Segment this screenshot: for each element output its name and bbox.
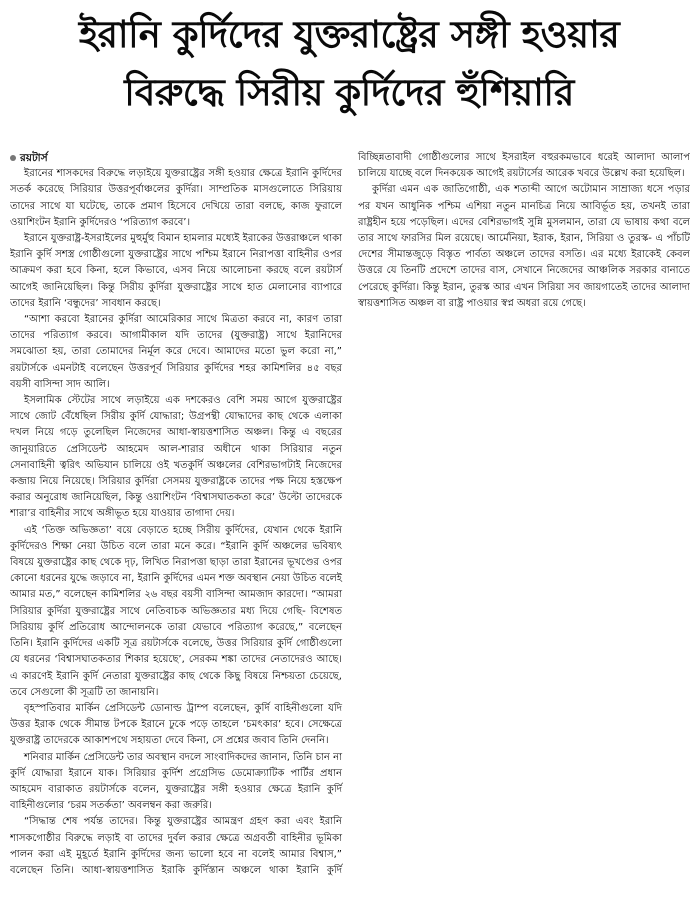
paragraph: “সিদ্ধান্ত শেষ পর্যন্ত তাদের। কিন্তু যুক্তরাষ্ট্রের আমন্ত্রণ গ্রহণ করা এবং ইরানি শাসকগোষ্ঠীর বিরুদ্ধে লড়াই বা তাদের দুর্বল করার ক্ষেত্রে অগ্রবর্তী বাহিনীর ভূমিকা পালন করা এই মুহূর্তে ইরানি কুর্দিদের জন্য ভালো হবে না বলেই আমার বিশ্বাস,” বলেছেন তিনি। আধা-স্বায়ত্তশাসিত ইরাকি কুর্দিস্তান অঞ্চলে থাকা ইরানি কুর্দি বিচ্ছিন্নতাবাদী গোষ্ঠীগুলোর সাথে ইসরাইল বহুরকমভাবে ধরেই আলাদা আলাপ চালিয়ে যাচ্ছে বলে দিনকয়েক আগেই রয়টার্সের আরেক খবরে উল্লেখ করা হয়েছিল। <box>10 152 690 876</box>
paragraph: এই ‘তিক্ত অভিজ্ঞতা’ বয়ে বেড়াতে হচ্ছে সিরীয় কুর্দিদের, যেখান থেকে ইরানি কুর্দিদেরও শিক্ষা নেয়া উচিত বলে তারা মনে করে। “ইরানি কুর্দি অঞ্চলের ভবিষ্যৎ বিষয়ে যুক্তরাষ্ট্রের কাছ থেকে দৃঢ়, লিখিত নিরাপত্তা ছাড়া তারা ইরানের ভূখণ্ডের ওপর কোনো ধরনের যুদ্ধে জড়াবে না, ইরানি কুর্দিদের এমন শক্ত অবস্থান নেয়া উচিত বলেই আমার মত,” বলেছেন কামিশলির ২৬ বছর বয়সী বাসিন্দা আমজাদ কারদো। “আমরা সিরিয়ার কুর্দিরা যুক্তরাষ্ট্রের সাথে নেতিবাচক অভিজ্ঞতার মধ্য দিয়ে গেছি- বিশেষত সিরিয়ায় কুর্দি প্রতিরোধ আন্দোলনকে তারা যেভাবে পরিত্যাগ করেছে,” বলেছেন তিনি। ইরানি কুর্দিদের একটি সূত্র রয়টার্সকে বলেছে, উত্তর সিরিয়ার কুর্দি গোষ্ঠীগুলো যে ধরনের ‘বিশ্বাসঘাতকতার শিকার হয়েছে’, সেরকম শঙ্কা তাদের নেতাদেরও আছে। এ কারণেই ইরানি কুর্দি নেতারা যুক্তরাষ্ট্রের কাছ থেকে কিছু বিষয়ে নিশ্চয়তা চেয়েছে, তবে সেগুলো কী সূত্রটি তা জানায়নি। <box>10 524 342 698</box>
paragraph: “আশা করবো ইরানের কুর্দিরা আমেরিকার সাথে মিত্রতা করবে না, কারণ তারা তাদের পরিত্যাগ করবে। আগামীকাল যদি তাদের (যুক্তরাষ্ট্র) সাথে ইরানিদের সমঝোতা হয়, তারা তোমাদের নির্মূল করে দেবে। আমাদের মতো ভুল করো না,” রয়টার্সকে এমনটাই বলেছেন উত্তরপূর্ব সিরিয়ার কুর্দিদের শহর কামিশলির ৪৫ বছর বয়সী বাসিন্দা সাদ আলি। <box>10 314 342 390</box>
byline <box>10 150 342 166</box>
paragraph: ইসলামিক স্টেটের সাথে লড়াইয়ে এক দশকেরও বেশি সময় আগে যুক্তরাষ্ট্রের সাথে জোট বেঁধেছিল সিরীয় কুর্দি যোদ্ধারা; উগ্রপন্থী যোদ্ধাদের কাছ থেকে এলাকা দখল নিয়ে গড়ে তুলেছিল নিজেদের আধা-স্বায়ত্তশাসিত অঞ্চল। কিন্তু এ বছরের জানুয়ারিতে প্রেসিডেন্ট আহমেদ আল-শারার অধীনে থাকা সিরিয়ার নতুন সেনাবাহিনী ত্বরিৎ অভিযান চালিয়ে ওই খতকুর্দি অঞ্চলের বেশিরভাগটাই নিজেদের কব্জায় নিয়ে নিয়েছে। সিরিয়ার কুর্দিরা সেসময় যুক্তরাষ্ট্রকে তাদের পক্ষ নিয়ে হস্তক্ষেপ করার অনুরোধ জানিয়েছিল, কিন্তু ওয়াশিংটন ‘বিশ্বাসঘাতকতা করে’ উল্টো তাদেরকে শারা’র বাহিনীর সাথে অঙ্গীভূত হয়ে যাওয়ার তাগাদা দেয়। <box>10 395 342 520</box>
paragraph: শনিবার মার্কিন প্রেসিডেন্ট তার অবস্থান বদলে সাংবাদিকদের জানান, তিনি চান না কুর্দি যোদ্ধারা ইরানে যাক। সিরিয়ার কুর্দিশ প্রগ্রেসিভ ডেমোক্র্যাটিক পার্টির প্রধান আহমেদ বারাকাত রয়টার্সকে বলেন, যুক্তরাষ্ট্রের সঙ্গী হওয়ার ক্ষেত্রে ইরানি কুর্দি বাহিনীগুলোর ‘চরম সতর্কতা’ অবলম্বন করা জরুরি। <box>10 751 342 812</box>
bullet-icon <box>10 155 16 161</box>
byline-text: রয়টার্স <box>20 152 48 164</box>
headline <box>8 6 690 122</box>
article-body <box>10 150 690 900</box>
headline-line-1: ইরানি কুর্দিদের যুক্তরাষ্ট্রের সঙ্গী হওয়ার <box>78 13 620 56</box>
paragraph: কুর্দিরা এমন এক জাতিগোষ্ঠী, এক শতাব্দী আগে অটোমান সাম্রাজ্য ধসে পড়ার পর যখন আধুনিক পশ্চিম এশিয়া নতুন মানচিত্র নিয়ে আবির্ভূত হয়, তখনই তারা রাষ্ট্রহীন হয়ে পড়েছিল। এদের বেশিরভাগই সুন্নি মুসলমান, তারা যে ভাষায় কথা বলে তার সাথে ফারসির মিল রয়েছে। আর্মেনিয়া, ইরাক, ইরান, সিরিয়া ও তুরস্ক- এ পাঁচটি দেশের সীমান্তজুড়ে বিস্তৃত পার্বত্য অঞ্চলে তাদের বসতি। এর মধ্যে ইরাকেই কেবল উত্তরে যে তিনটি প্রদেশে তাদের বাস, সেখানে নিজেদের আঞ্চলিক সরকার বানাতে পেরেছে কুর্দিরা। কিন্তু ইরান, তুরস্ক আর এখন সিরিয়া সব জায়গাতেই তাদের আলাদা স্বায়ত্তশাসিত অঞ্চল বা রাষ্ট্র পাওয়ার স্বপ্ন অধরা রয়ে গেছে। <box>358 184 690 309</box>
headline-line-2: বিরুদ্ধে সিরীয় কুর্দিদের হুঁশিয়ারি <box>124 71 574 114</box>
paragraph: ইরানের শাসকদের বিরুদ্ধে লড়াইয়ে যুক্তরাষ্ট্রের সঙ্গী হওয়ার ক্ষেত্রে ইরানি কুর্দিদের সতর্ক করেছে সিরিয়ার উত্তরপূর্বাঞ্চলের কুর্দিরা। সাম্প্রতিক মাসগুলোতে সিরিয়ায় তাদের সাথে যা ঘটেছে, তাকে প্রমাণ হিসেবে দেখিয়ে তারা বলছে, কাজ ফুরালে ওয়াশিংটন ইরানি কুর্দিদেরও ‘পরিত্যাগ করবে’। <box>10 168 342 228</box>
paragraph: বৃহস্পতিবার মার্কিন প্রেসিডেন্ট ডোনাল্ড ট্রাম্প বলেছেন, কুর্দি বাহিনীগুলো যদি উত্তর ইরাক থেকে সীমান্ত টপকে ইরানে ঢুকে পড়ে তাহলে ‘চমৎকার’ হবে। সেক্ষেত্রে যুক্তরাষ্ট্র তাদেরকে আকাশপথে সহায়তা দেবে কিনা, সে প্রশ্নের জবাব তিনি দেননি। <box>10 702 342 747</box>
paragraph: ইরানে যুক্তরাষ্ট্র-ইসরাইলের মুহুর্মুহু বিমান হামলার মধ্যেই ইরাকের উত্তরাঞ্চলে থাকা ইরানি কুর্দি সশস্ত্র গোষ্ঠীগুলো যুক্তরাষ্ট্রের সাথে পশ্চিম ইরানে নিরাপত্তা বাহিনীর ওপর আক্রমণ করা হবে কিনা, হলে কিভাবে, এসব নিয়ে আলোচনা করছে বলে রয়টার্স আগেই জানিয়েছিল। কিন্তু সিরীয় কুর্দিরা যুক্তরাষ্ট্রের সাথে হাত মেলানোর ব্যাপারে তাদের ইরানি ‘বন্ধুদের’ সাবধান করছে। <box>10 233 342 309</box>
